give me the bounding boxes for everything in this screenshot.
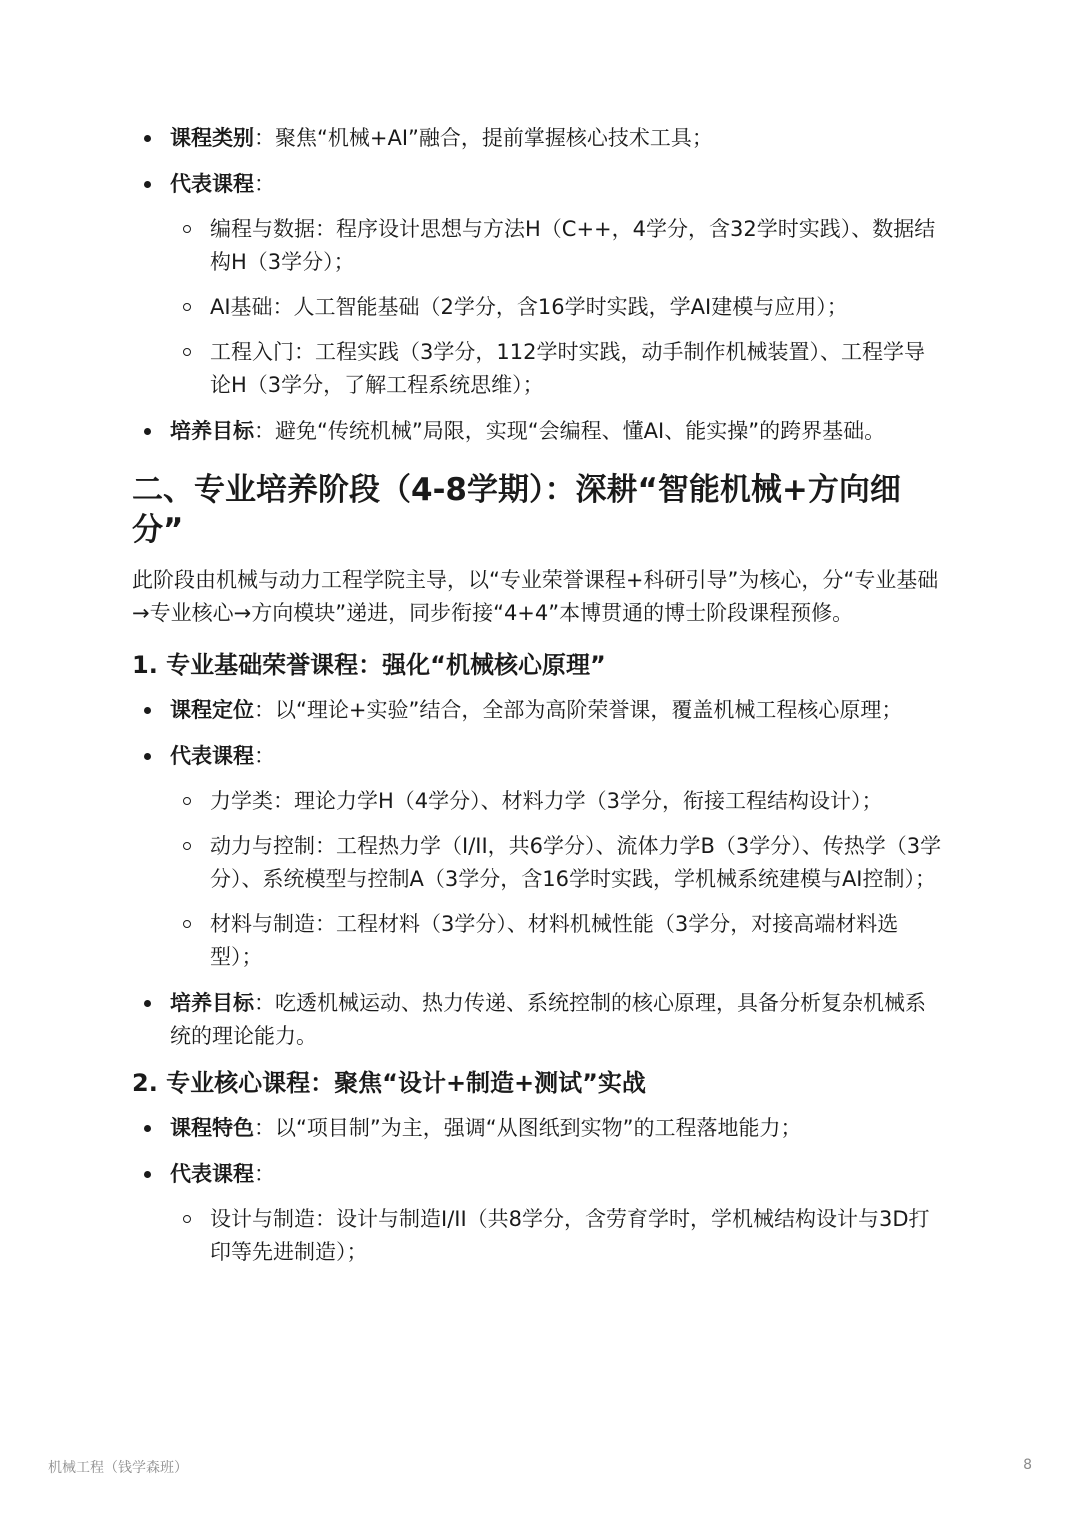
list-item xyxy=(132,168,942,402)
section-heading: 二、专业培养阶段（4-8学期）：深耕“智能机械+方向细分” xyxy=(132,472,901,548)
subsection-bullet-list xyxy=(132,694,942,1053)
sub-list-item: 材料与制造：工程材料（3学分）、材料机械性能（3学分，对接高端材料选型）； xyxy=(170,908,942,974)
list-item xyxy=(132,415,942,448)
sub-list xyxy=(170,785,942,974)
sub-list-item: 设计与制造：设计与制造I/II（共8学分，含劳育学时，学机械结构设计与3D打印等先进制造）； xyxy=(170,1203,942,1269)
item-label: 课程特色 xyxy=(170,1116,254,1140)
footer-title: 机械工程（钱学森班） xyxy=(48,1460,188,1476)
item-text: ： xyxy=(254,172,275,196)
item-label: 代表课程 xyxy=(170,172,254,196)
page-number: 8 xyxy=(1023,1457,1032,1473)
subsection-bullet-list xyxy=(132,1112,942,1269)
sub-list xyxy=(170,1203,942,1269)
list-item xyxy=(132,987,942,1053)
item-text: ：避免“传统机械”局限，实现“会编程、懂AI、能实操”的跨界基础。 xyxy=(254,419,886,443)
subsection-heading: 2. 专业核心课程：聚焦“设计+制造+测试”实战 xyxy=(132,1069,646,1097)
item-text: ：以“理论+实验”结合，全部为高阶荣誉课，覆盖机械工程核心原理； xyxy=(254,698,903,722)
list-item xyxy=(132,740,942,974)
list-item xyxy=(132,122,942,155)
item-label: 培养目标 xyxy=(170,991,254,1015)
sub-list-item: 动力与控制：工程热力学（I/II，共6学分）、流体力学B（3学分）、传热学（3学分）、系统模型与控制A（3学分，含16学时实践，学机械系统建模与AI控制）； xyxy=(170,830,942,896)
item-text: ：以“项目制”为主，强调“从图纸到实物”的工程落地能力； xyxy=(254,1116,802,1140)
item-label: 代表课程 xyxy=(170,744,254,768)
sub-list-item: 编程与数据：程序设计思想与方法H（C++，4学分，含32学时实践）、数据结构H（3学分）； xyxy=(170,213,942,279)
item-label: 课程类别 xyxy=(170,126,254,150)
item-label: 代表课程 xyxy=(170,1162,254,1186)
item-text: ： xyxy=(254,1162,275,1186)
item-label: 培养目标 xyxy=(170,419,254,443)
list-item xyxy=(132,1112,942,1145)
section-intro: 此阶段由机械与动力工程学院主导，以“专业荣誉课程+科研引导”为核心，分“专业基础→专业核心→方向模块”递进，同步衔接“4+4”本博贯通的博士阶段课程预修。 xyxy=(132,568,939,625)
list-item xyxy=(132,1158,942,1269)
document-page xyxy=(132,122,942,1282)
sub-list-item: 力学类：理论力学H（4学分）、材料力学（3学分，衔接工程结构设计）； xyxy=(170,785,942,818)
sub-list-item: 工程入门：工程实践（3学分，112学时实践，动手制作机械装置）、工程学导论H（3学分，了解工程系统思维）； xyxy=(170,336,942,402)
subsection-heading: 1. 专业基础荣誉课程：强化“机械核心原理” xyxy=(132,651,606,679)
top-bullet-list xyxy=(132,122,942,448)
item-text: ： xyxy=(254,744,275,768)
item-label: 课程定位 xyxy=(170,698,254,722)
list-item xyxy=(132,694,942,727)
sub-list-item: AI基础：人工智能基础（2学分，含16学时实践，学AI建模与应用）； xyxy=(170,291,942,324)
item-text: ：吃透机械运动、热力传递、系统控制的核心原理，具备分析复杂机械系统的理论能力。 xyxy=(170,991,926,1048)
sub-list xyxy=(170,213,942,402)
item-text: ：聚焦“机械+AI”融合，提前掌握核心技术工具； xyxy=(254,126,713,150)
